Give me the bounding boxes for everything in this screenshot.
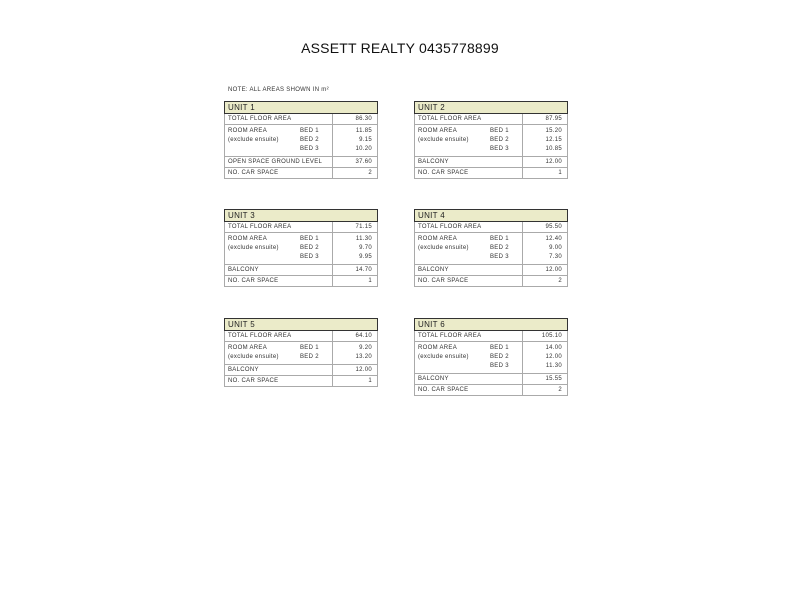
bed-label: BED 2 bbox=[490, 354, 509, 360]
car-space-row bbox=[224, 276, 378, 287]
outdoor-area-label: BALCONY bbox=[415, 374, 523, 384]
bed-label: BED 1 bbox=[490, 236, 509, 242]
car-space-value: 2 bbox=[558, 387, 562, 393]
page-title: ASSETT REALTY 0435778899 bbox=[301, 40, 499, 56]
outdoor-area-label: BALCONY bbox=[415, 265, 523, 275]
car-space-value: 2 bbox=[558, 278, 562, 284]
outdoor-area-row bbox=[224, 157, 378, 168]
total-floor-area-row bbox=[224, 222, 378, 233]
bed-value: 11.30 bbox=[355, 236, 372, 242]
bed-value: 12.00 bbox=[545, 354, 562, 360]
total-floor-area-row bbox=[414, 114, 568, 125]
car-space-row bbox=[414, 168, 568, 179]
outdoor-area-value: 12.00 bbox=[545, 159, 562, 165]
unit-card bbox=[414, 101, 568, 179]
bed-label: BED 1 bbox=[490, 345, 509, 351]
unit-header: UNIT 5 bbox=[224, 318, 378, 331]
bed-label: BED 3 bbox=[300, 146, 319, 152]
total-floor-area-label: TOTAL FLOOR AREA bbox=[415, 222, 523, 232]
total-floor-area-value: 95.50 bbox=[545, 224, 562, 230]
unit-header: UNIT 6 bbox=[414, 318, 568, 331]
outdoor-area-row bbox=[224, 365, 378, 376]
bed-label: BED 3 bbox=[300, 254, 319, 260]
car-space-label: NO. CAR SPACE bbox=[415, 276, 523, 286]
bed-label: BED 2 bbox=[490, 137, 509, 143]
unit-header: UNIT 1 bbox=[224, 101, 378, 114]
room-area-label: ROOM AREA bbox=[418, 236, 458, 242]
room-area-row bbox=[224, 233, 378, 265]
room-area-row bbox=[224, 125, 378, 157]
car-space-value: 1 bbox=[558, 170, 562, 176]
exclude-ensuite-label: (exclude ensuite) bbox=[228, 245, 279, 251]
total-floor-area-value: 105.10 bbox=[541, 333, 562, 339]
bed-value: 11.85 bbox=[355, 128, 372, 134]
total-floor-area-row bbox=[414, 331, 568, 342]
outdoor-area-value: 14.70 bbox=[355, 267, 372, 273]
outdoor-area-row bbox=[414, 157, 568, 168]
unit-card bbox=[224, 318, 378, 387]
car-space-value: 1 bbox=[368, 278, 372, 284]
unit-card bbox=[414, 318, 568, 396]
bed-value: 9.70 bbox=[359, 245, 372, 251]
car-space-value: 1 bbox=[368, 378, 372, 384]
total-floor-area-value: 64.10 bbox=[355, 333, 372, 339]
bed-label: BED 1 bbox=[490, 128, 509, 134]
car-space-label: NO. CAR SPACE bbox=[225, 276, 333, 286]
bed-label: BED 2 bbox=[300, 245, 319, 251]
car-space-row bbox=[414, 276, 568, 287]
bed-label: BED 2 bbox=[300, 137, 319, 143]
bed-value: 12.15 bbox=[545, 137, 562, 143]
car-space-label: NO. CAR SPACE bbox=[225, 168, 333, 178]
bed-value: 7.30 bbox=[549, 254, 562, 260]
outdoor-area-label: BALCONY bbox=[225, 365, 333, 375]
room-area-label: ROOM AREA bbox=[418, 345, 458, 351]
bed-value: 10.85 bbox=[545, 146, 562, 152]
total-floor-area-value: 87.95 bbox=[545, 116, 562, 122]
bed-value: 12.40 bbox=[545, 236, 562, 242]
room-area-label: ROOM AREA bbox=[228, 128, 268, 134]
total-floor-area-row bbox=[224, 114, 378, 125]
unit-header: UNIT 4 bbox=[414, 209, 568, 222]
bed-value: 10.20 bbox=[355, 146, 372, 152]
bed-value: 9.00 bbox=[549, 245, 562, 251]
exclude-ensuite-label: (exclude ensuite) bbox=[418, 245, 469, 251]
bed-label: BED 1 bbox=[300, 345, 319, 351]
car-space-label: NO. CAR SPACE bbox=[415, 168, 523, 178]
total-floor-area-value: 71.15 bbox=[355, 224, 372, 230]
outdoor-area-value: 12.00 bbox=[545, 267, 562, 273]
total-floor-area-row bbox=[414, 222, 568, 233]
exclude-ensuite-label: (exclude ensuite) bbox=[418, 137, 469, 143]
car-space-row bbox=[224, 168, 378, 179]
outdoor-area-label: OPEN SPACE GROUND LEVEL bbox=[225, 157, 333, 167]
exclude-ensuite-label: (exclude ensuite) bbox=[228, 354, 279, 360]
car-space-row bbox=[224, 376, 378, 387]
outdoor-area-label: BALCONY bbox=[225, 265, 333, 275]
car-space-label: NO. CAR SPACE bbox=[415, 385, 523, 395]
area-note: NOTE: ALL AREAS SHOWN IN m² bbox=[228, 87, 329, 93]
unit-card bbox=[224, 101, 378, 179]
bed-label: BED 2 bbox=[300, 354, 319, 360]
total-floor-area-label: TOTAL FLOOR AREA bbox=[415, 331, 523, 341]
bed-value: 9.95 bbox=[359, 254, 372, 260]
unit-card bbox=[224, 209, 378, 287]
outdoor-area-label: BALCONY bbox=[415, 157, 523, 167]
bed-value: 15.20 bbox=[545, 128, 562, 134]
room-area-label: ROOM AREA bbox=[418, 128, 458, 134]
outdoor-area-value: 37.60 bbox=[355, 159, 372, 165]
bed-label: BED 3 bbox=[490, 146, 509, 152]
room-area-row bbox=[414, 233, 568, 265]
bed-value: 11.30 bbox=[545, 363, 562, 369]
total-floor-area-label: TOTAL FLOOR AREA bbox=[415, 114, 523, 124]
bed-value: 9.15 bbox=[359, 137, 372, 143]
total-floor-area-label: TOTAL FLOOR AREA bbox=[225, 114, 333, 124]
bed-label: BED 3 bbox=[490, 363, 509, 369]
bed-value: 14.00 bbox=[545, 345, 562, 351]
unit-header: UNIT 3 bbox=[224, 209, 378, 222]
outdoor-area-row bbox=[414, 265, 568, 276]
room-area-row bbox=[414, 342, 568, 374]
bed-label: BED 1 bbox=[300, 236, 319, 242]
unit-header: UNIT 2 bbox=[414, 101, 568, 114]
bed-label: BED 1 bbox=[300, 128, 319, 134]
outdoor-area-row bbox=[224, 265, 378, 276]
room-area-label: ROOM AREA bbox=[228, 236, 268, 242]
outdoor-area-row bbox=[414, 374, 568, 385]
exclude-ensuite-label: (exclude ensuite) bbox=[228, 137, 279, 143]
total-floor-area-label: TOTAL FLOOR AREA bbox=[225, 331, 333, 341]
bed-label: BED 2 bbox=[490, 245, 509, 251]
room-area-label: ROOM AREA bbox=[228, 345, 268, 351]
room-area-row bbox=[414, 125, 568, 157]
car-space-row bbox=[414, 385, 568, 396]
room-area-row bbox=[224, 342, 378, 365]
total-floor-area-row bbox=[224, 331, 378, 342]
total-floor-area-value: 86.30 bbox=[355, 116, 372, 122]
total-floor-area-label: TOTAL FLOOR AREA bbox=[225, 222, 333, 232]
exclude-ensuite-label: (exclude ensuite) bbox=[418, 354, 469, 360]
outdoor-area-value: 15.55 bbox=[545, 376, 562, 382]
bed-value: 9.20 bbox=[359, 345, 372, 351]
outdoor-area-value: 12.00 bbox=[355, 367, 372, 373]
unit-card bbox=[414, 209, 568, 287]
bed-value: 13.20 bbox=[355, 354, 372, 360]
car-space-label: NO. CAR SPACE bbox=[225, 376, 333, 386]
car-space-value: 2 bbox=[368, 170, 372, 176]
bed-label: BED 3 bbox=[490, 254, 509, 260]
